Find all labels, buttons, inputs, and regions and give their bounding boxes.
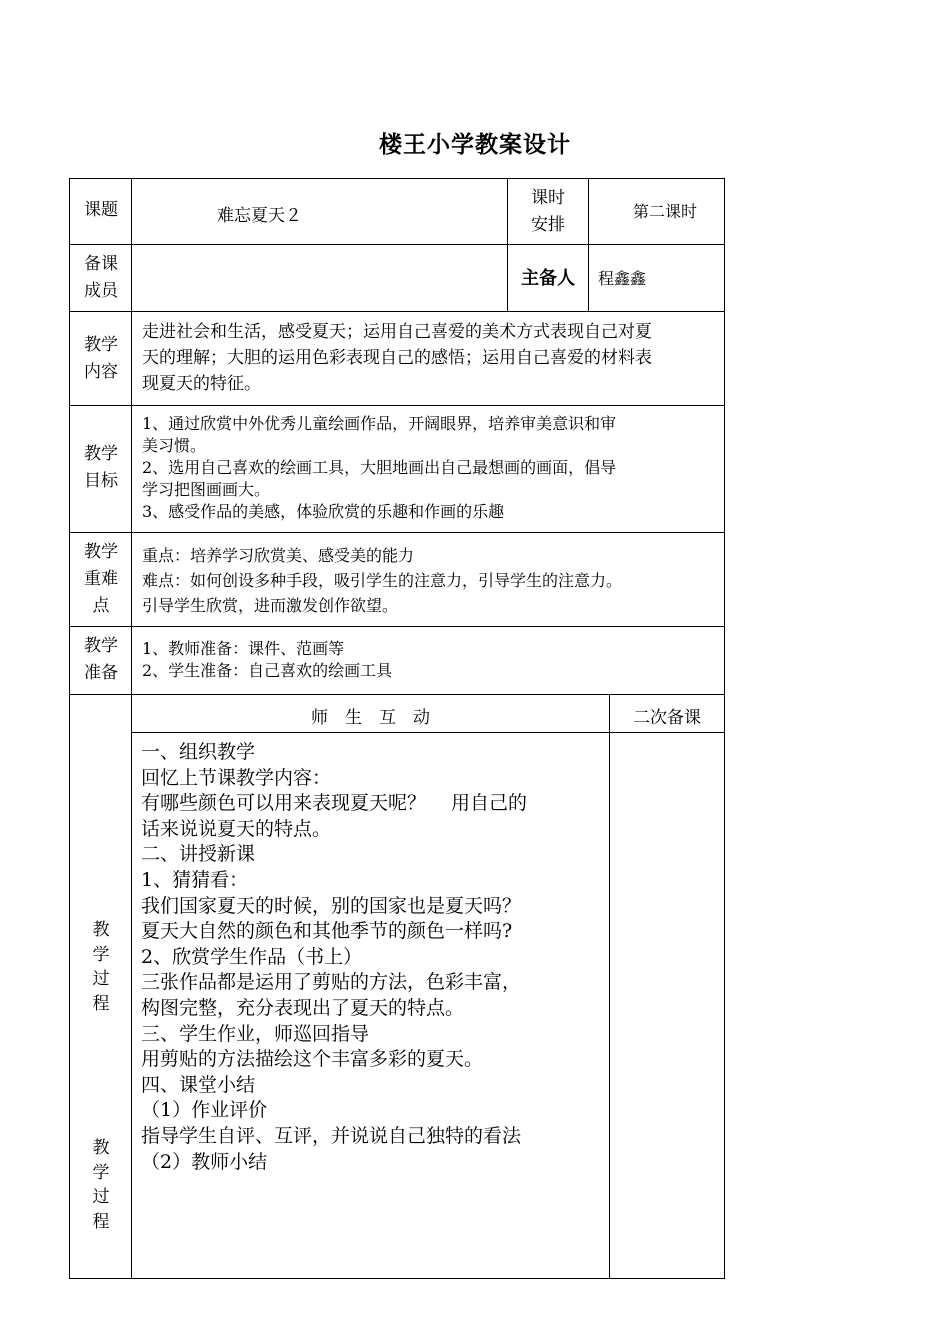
process-text: 一、组织教学 回忆上节课教学内容： 有哪些颜色可以用来表现夏天呢？ 用自己的 话来说说夏天的特点。 二、讲授新课 1、猜猜看： 我们国家夏天的时候，别的国家也是夏天吗？ 夏天大自然的颜色和其他季节的颜色一样吗? 2、欣赏学生作品（书上） 三张作品都是运用了剪贴的方法，色彩丰富， 构图完整，充分表现出了夏天的特点。 三、学生作业，师巡回指导 用剪贴的方法描绘这个丰富多彩的夏天。 四、课堂小结 （1）作业评价 指导学生自评、互评，并说说自己独特的看法 （2）教师小结	[141, 741, 528, 1173]
label-content: 教学 内容	[84, 335, 118, 382]
label-process-bottom: 教 学 过 程	[92, 1138, 110, 1232]
second-prep-header: 二次备课	[633, 708, 701, 728]
label-schedule: 课时 安排	[531, 188, 565, 235]
lead-preparer-value: 程鑫鑫	[598, 269, 647, 288]
preparation-text: 1、教师准备：课件、范画等 2、学生准备：自己喜欢的绘画工具	[142, 639, 393, 680]
page-title: 楼王小学教案设计	[379, 132, 571, 158]
schedule-value: 第二课时	[633, 202, 698, 221]
lesson-topic-value: 难忘夏天２	[217, 206, 302, 226]
label-lead-preparer: 主备人	[521, 268, 575, 289]
label-topic: 课题	[84, 200, 118, 220]
label-goals: 教学 目标	[84, 444, 118, 491]
key-points-text: 重点：培养学习欣赏美、感受美的能力 难点：如何创设多种手段，吸引学生的注意力，引导学生的注意力。 引导学生欣赏，进而激发创作欲望。	[142, 546, 623, 615]
interaction-header: 师 生 互 动	[311, 708, 430, 728]
label-preparation: 教学 准备	[84, 636, 118, 683]
goals-text: 1、通过欣赏中外优秀儿童绘画作品，开阔眼界，培养审美意识和审 美习惯。 2、选用自己喜欢的绘画工具，大胆地画出自己最想画的画面，倡导 学习把图画画大。 3、感受作品的美感，体验欣赏的乐趣和作画的乐趣	[142, 414, 617, 521]
label-members: 备课 成员	[84, 254, 118, 301]
label-process-top: 教 学 过 程	[92, 920, 110, 1014]
label-key-points: 教学 重难 点	[84, 542, 118, 616]
content-text: 走进社会和生活，感受夏天；运用自己喜爱的美术方式表现自己对夏 天的理解；大胆的运用色彩表现自己的感悟；运用自己喜爱的材料表 现夏天的特征。	[142, 322, 652, 394]
